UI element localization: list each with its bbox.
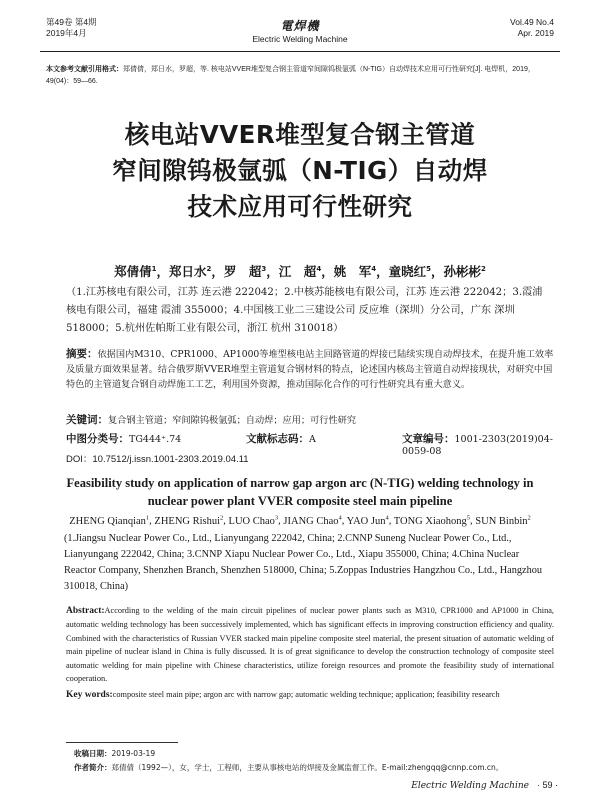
title-en [40, 474, 560, 510]
abstract-en-label: Abstract: [66, 606, 105, 616]
title-cn-line: 核电站VVER堆型复合钢主管道 [124, 120, 476, 149]
received-date: 收稿日期：2019-03-19 [74, 749, 156, 758]
page-footer [411, 780, 558, 791]
keywords-en-label: Key words: [66, 690, 113, 700]
authors-cn: 郑倩倩$^1$，郑日水$^2$，罗 超$^3$，江 超$^4$，姚 军$^4$，童晓红$^5$，孙彬彬$^2$ [114, 264, 486, 279]
abstract-cn-label: 摘要： [66, 348, 98, 360]
author-cn: 姚 军$^4$ [333, 264, 377, 279]
affiliation-cn: （1.江苏核电有限公司，江苏 连云港 222042；2.中核苏能核电有限公司，江苏 连云港 222042；3.霞浦核电有限公司，福建 霞浦 355000；4.中国核工业二三建设公司 反应堆（深圳）分公司，广东 深圳 518000；5.杭州佐帕斯工业有限公司，浙江 杭州 310018） [66, 287, 543, 334]
author-en: JIANG Chao$^4$ [283, 514, 342, 527]
article-number: 文章编号：1001-2303(2019)04-0059-08 [402, 433, 553, 457]
journal-name-en: Electric Welding Machine [252, 34, 348, 44]
header-right [510, 17, 554, 39]
affiliation-en: (1.Jiangsu Nuclear Power Co., Ltd., Lianyungang 222042, China; 2.CNNP Suneng Nuclear Power Co., Ltd., Lianyungang 222042, China; 3.CNNP Xiapu Nuclear Power Co., Ltd., Xiapu 355000, China; 4.China Nuclear Reactor Company, Shenzhen Branch, Shenzhen 518000, China; 5.Zoppas Industries Hangzhou Co., Ltd., Hangzhou 310018, China) [64, 533, 543, 592]
footnote-rule [66, 742, 178, 743]
abstract-cn [66, 347, 554, 392]
citation-label: 本文参考文献引用格式： [46, 66, 123, 73]
author-cn: 郑倩倩$^1$ [114, 264, 157, 279]
author-cn: 童晓红$^5$ [388, 264, 431, 279]
keywords-en [66, 690, 554, 700]
author-bio: 作者简介：郑倩倩（1992—），女，学士，工程师，主要从事核电站的焊接及金属监督工作。E-mail:zhengqq@cnnp.com.cn。 [74, 763, 504, 772]
keywords-en-text: composite steel main pipe; argon arc with narrow gap; automatic welding technique; application; feasibility research [112, 690, 500, 699]
author-cn: 郑日水$^2$ [168, 264, 212, 279]
keywords-cn-text: 复合钢主管道；窄间隙钨极氩弧；自动焊；应用；可行性研究 [108, 415, 357, 426]
citation-text: 郑倩倩，郑日水，罗超，等. 核电站VVER堆型复合钢主管道窄间隙钨极氩弧（N-TIG）自动焊技术应用可行性研究[J]. 电焊机，2019，49(04)：59—66. [46, 66, 535, 85]
author-en: ZHENG Qianqian$^1$ [69, 514, 150, 527]
author-cn: 江 超$^4$ [278, 264, 322, 279]
author-en: TONG Xiaohong$^5$ [393, 514, 471, 527]
header-rule [40, 51, 560, 52]
title-cn [40, 117, 560, 225]
abstract-en [66, 604, 554, 685]
abstract-cn-text: 依据国内M310、CPR1000、AP1000等堆型核电站主回路管道的焊接已陆续实现自动焊技术，在提升施工效率及质量方面效果显著。结合俄罗斯VVER堆型主管道复合钢材料的特点，论述国内核岛主管道自动焊接现状，对研究中国特色的主管道复合钢自动焊施工工艺，利用国外资源，推动国际化合作的可行性研究具有重大意义。 [66, 349, 554, 390]
journal-logo: 電焊機 [280, 19, 320, 33]
title-cn-line: 窄间隙钨极氩弧（N-TIG）自动焊 [112, 156, 488, 185]
keywords-cn-label: 关键词： [66, 414, 108, 426]
date-cn: 2019年4月 [46, 28, 87, 38]
header-center [40, 17, 560, 45]
author-en: ZHENG Rishui$^2$ [154, 514, 224, 527]
author-cn: 孙彬彬$^2$ [443, 264, 486, 279]
running-header [40, 17, 560, 51]
abstract-en-text: According to the welding of the main circuit pipelines of nuclear power plants such as M310, CPR1000 and AP1000 in China, automatic welding technology has been successively implemented, which has significant effects in improving construction efficiency and quality. Combined with the characteristics of Russian VVER stacked main pipeline composite steel material, the present situation of automatic welding of main pipeline of nuclear island in China is fully discussed. It is of great significance to develop the construction technology of composite steel automatic welding for main pipeline with Chinese characteristics, utilize foreign resources and promote the feasibility study of international cooperation. [66, 606, 554, 684]
date-en: Apr. 2019 [517, 28, 554, 38]
footer-journal: Electric Welding Machine [411, 781, 529, 791]
page-number: · 59 · [536, 780, 558, 790]
title-en-line: Feasibility study on application of narrow gap argon arc (N-TIG) welding technology in [66, 476, 534, 490]
citation-format [46, 64, 556, 88]
author-en: YAO Jun$^4$ [346, 514, 389, 527]
title-en-line: nuclear power plant VVER composite steel main pipeline [147, 494, 453, 508]
volume-issue-en: Vol.49 No.4 [510, 17, 554, 27]
classification-row [66, 431, 554, 457]
title-cn-line: 技术应用可行性研究 [187, 192, 413, 221]
clc-number: 中图分类号：TG444⁺.74 [66, 433, 182, 445]
author-en: SUN Binbin$^2$ [475, 514, 531, 527]
doi: DOI：10.7512/j.issn.1001-2303.2019.04.11 [66, 454, 249, 465]
author-en: LUO Chao$^3$ [228, 514, 279, 527]
keywords-cn [66, 412, 554, 427]
document-code: 文献标志码：A [246, 433, 316, 445]
volume-issue-cn: 第49卷 第4期 [46, 17, 97, 27]
author-cn: 罗 超$^3$ [223, 264, 267, 279]
authors-en: ZHENG Qianqian$^1$, ZHENG Rishui$^2$, LUO Chao$^3$, JIANG Chao$^4$, YAO Jun$^4$, TONG Xiaohong$^5$, SUN Binbin$^2$ [69, 514, 531, 527]
